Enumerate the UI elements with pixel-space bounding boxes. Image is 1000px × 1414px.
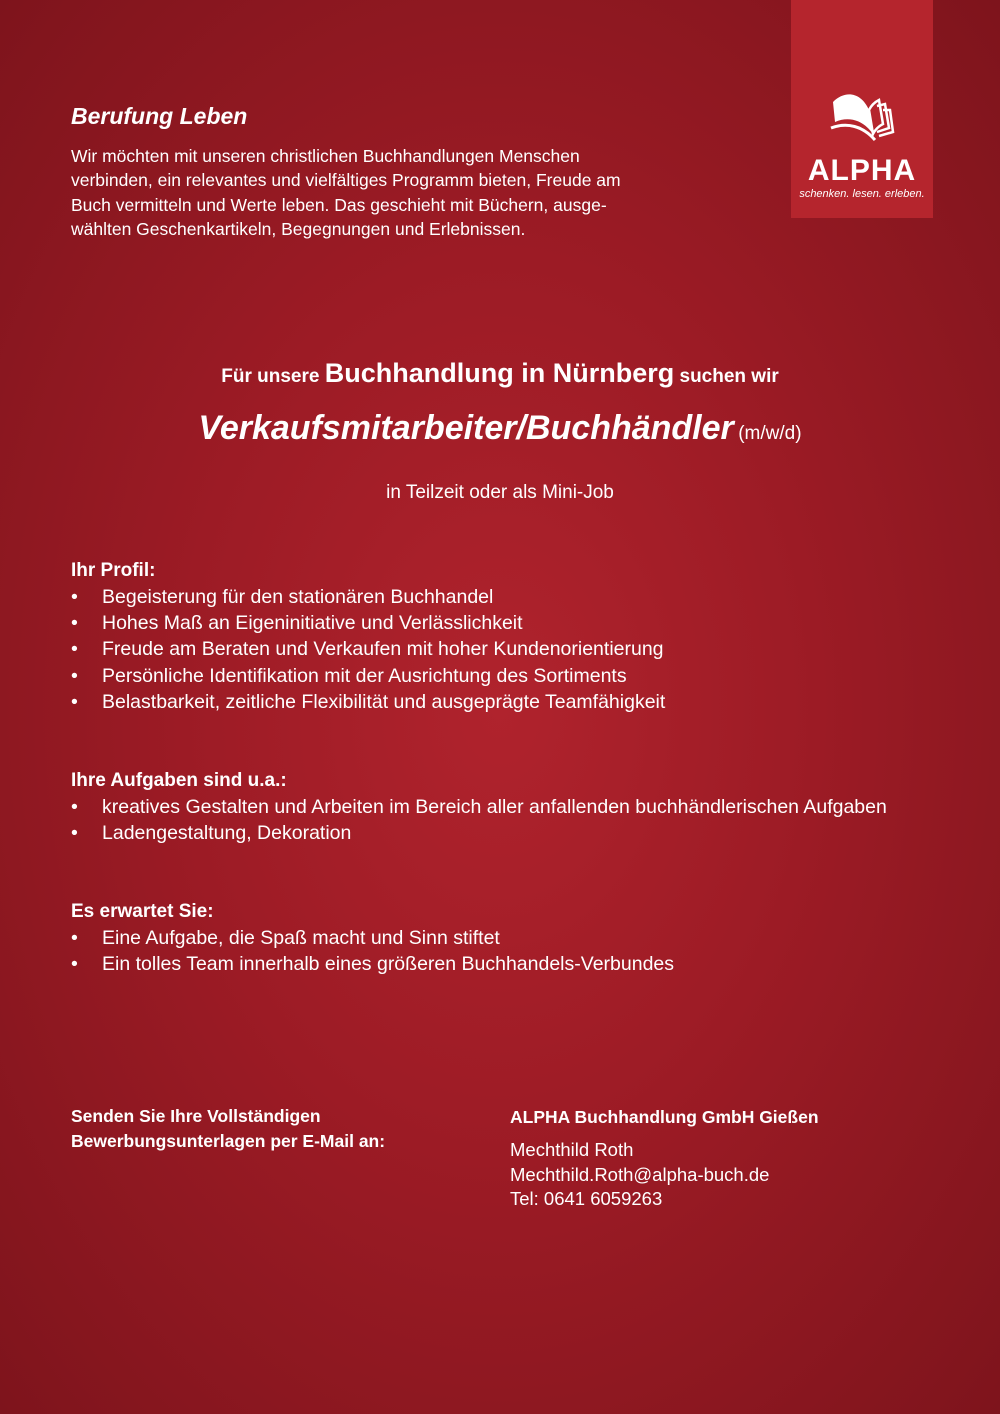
list-item: • Begeisterung für den stationären Buchhandel [71, 584, 951, 610]
headline-lead [0, 356, 1000, 394]
bullet: • [71, 664, 78, 687]
headline-location: Buchhandlung in Nürnberg [324, 358, 675, 388]
instruction-line: Bewerbungsunterlagen per E-Mail an: [71, 1130, 386, 1151]
bullet: • [71, 796, 78, 818]
headline-suffix: suchen wir [679, 366, 779, 387]
section-title: Es erwartet Sie: [71, 901, 214, 922]
instruction-line: Senden Sie Ihre Vollständigen [71, 1106, 321, 1126]
section-title: Ihre Aufgaben sind u.a.: [71, 770, 287, 791]
intro-title: Berufung Leben [71, 103, 248, 129]
logo-wordmark: ALPHA [807, 154, 917, 187]
tasks-list [71, 794, 951, 846]
list-item: • Eine Aufgabe, die Spaß macht und Sinn stiftet [71, 925, 951, 951]
contact-phone[interactable]: Tel: 0641 6059263 [510, 1188, 663, 1209]
intro-text [71, 144, 671, 241]
list-item: • Belastbarkeit, zeitliche Flexibilität und ausgeprägte Teamfähigkeit [71, 689, 951, 715]
section-tasks [71, 768, 951, 846]
bullet: • [71, 586, 78, 608]
bullet: • [71, 638, 78, 661]
open-book-icon [827, 88, 895, 146]
list-item: • Persönliche Identifikation mit der Ausrichtung des Sortiments [71, 663, 951, 689]
section-benefits [71, 899, 951, 977]
section-profile [71, 558, 951, 715]
bullet: • [71, 612, 78, 635]
job-title-text: Verkaufsmitarbeiter/Buchhändler [198, 409, 734, 447]
list-item: • Hohes Maß an Eigeninitiative und Verlässlichkeit [71, 610, 951, 636]
intro-line: Wir möchten mit unseren christlichen Buchhandlungen Menschen [71, 146, 580, 166]
contact-block [510, 1104, 930, 1212]
bullet: • [71, 822, 78, 845]
intro-line: Buch vermitteln und Werte leben. Das geschieht mit Büchern, ausge- [71, 194, 607, 215]
contact-details [510, 1138, 930, 1212]
logo-tagline: schenken. lesen. erleben. [799, 188, 925, 200]
list-item: • Freude am Beraten und Verkaufen mit hoher Kundenorientierung [71, 636, 951, 662]
job-subtitle: in Teilzeit oder als Mini-Job [386, 482, 614, 503]
list-item: • Ladengestaltung, Dekoration [71, 820, 951, 846]
benefits-list [71, 925, 951, 977]
contact-email[interactable]: Mechthild.Roth@alpha-buch.de [510, 1163, 770, 1185]
bullet: • [71, 953, 78, 976]
contact-person: Mechthild Roth [510, 1139, 634, 1160]
bullet: • [71, 927, 78, 949]
headline-prefix: Für unsere [221, 366, 320, 387]
job-title [0, 404, 1000, 459]
list-item: • kreatives Gestalten und Arbeiten im Bereich aller anfallenden buchhändlerischen Aufgaben [71, 794, 951, 820]
intro-line: wählten Geschenkartikeln, Begegnungen und Erlebnissen. [71, 218, 526, 239]
bullet: • [71, 690, 78, 713]
company-name: ALPHA Buchhandlung GmbH Gießen [510, 1107, 819, 1127]
intro-line: verbinden, ein relevantes und vielfältiges Programm bieten, Freude am [71, 170, 621, 191]
job-title-gender: (m/w/d) [738, 423, 802, 444]
section-title: Ihr Profil: [71, 560, 156, 581]
alpha-logo [791, 0, 933, 218]
list-item: • Ein tolles Team innerhalb eines größeren Buchhandels-Verbundes [71, 951, 951, 977]
application-instruction [71, 1104, 431, 1153]
profile-list [71, 584, 951, 715]
